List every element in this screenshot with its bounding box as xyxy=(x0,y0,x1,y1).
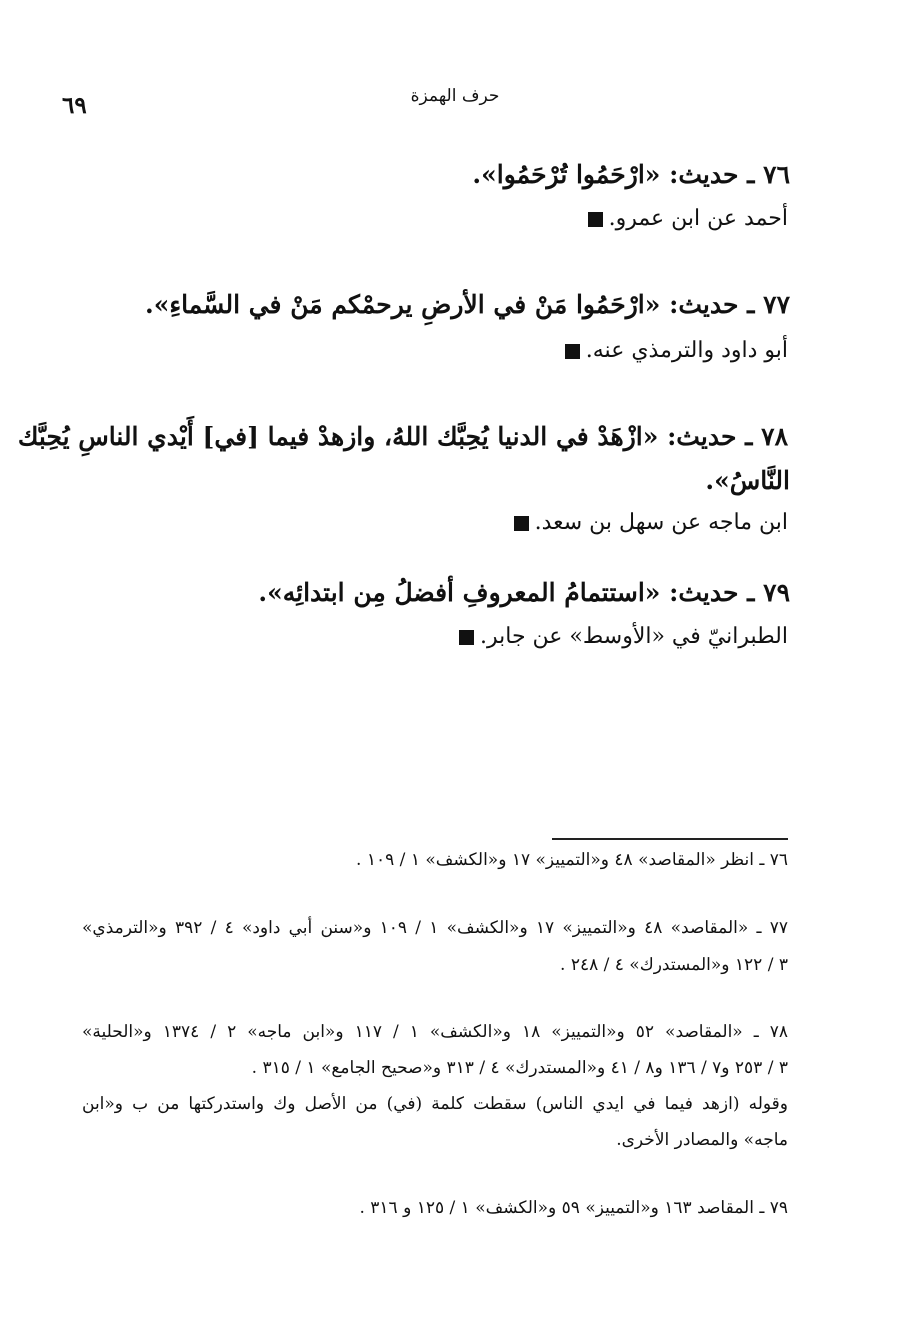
hadith-78-text-line2: النَّاسُ». xyxy=(705,466,790,495)
hadith-77-text: ٧٧ ـ حديث: «ارْحَمُوا مَنْ في الأرضِ يرحمْكم مَنْ في السَّماءِ». xyxy=(145,290,790,319)
end-square-icon xyxy=(588,212,603,227)
hadith-76-source-text: أحمد عن ابن عمرو. xyxy=(608,206,788,231)
end-square-icon xyxy=(514,516,529,531)
footnote-78-line4: ماجه» والمصادر الأخرى. xyxy=(616,1130,788,1150)
end-square-icon xyxy=(459,630,474,645)
footnote-77-line1: ٧٧ ـ «المقاصد» ٤٨ و«التمييز» ١٧ و«الكشف» ١ / ١٠٩ و«سنن أبي داود» ٤ / ٣٩٢ و«الترمذي» xyxy=(82,918,788,938)
hadith-78-source xyxy=(514,510,788,535)
hadith-78-text-line1: ٧٨ ـ حديث: «ازْهَدْ في الدنيا يُحِبَّك اللهُ، وازهدْ فيما [في] أَيْدي الناسِ يُحِبَّك xyxy=(17,422,788,451)
footnote-78-line2: ٣ / ٢٥٣ و٧ / ١٣٦ و٨ / ٤١ و«المستدرك» ٤ / ٣١٣ و«صحيح الجامع» ١ / ٣١٥ . xyxy=(251,1058,788,1078)
hadith-79-source-text: الطبرانيّ في «الأوسط» عن جابر. xyxy=(480,624,788,649)
page-number: ٦٩ xyxy=(62,92,87,119)
hadith-79-source xyxy=(459,624,788,649)
footnote-78-line3: وقوله (ازهد فيما في ايدي الناس) سقطت كلمة (في) من الأصل وك واستدركتها من ب و«ابن xyxy=(82,1094,788,1114)
hadith-79-text: ٧٩ ـ حديث: «استتمامُ المعروفِ أفضلُ مِن ابتدائِه». xyxy=(258,578,790,607)
footnote-76: ٧٦ ـ انظر «المقاصد» ٤٨ و«التمييز» ١٧ و«الكشف» ١ / ١٠٩ . xyxy=(356,850,788,870)
hadith-77-source-text: أبو داود والترمذي عنه. xyxy=(585,338,788,363)
hadith-76-source xyxy=(588,206,788,231)
hadith-76-text: ٧٦ ـ حديث: «ارْحَمُوا تُرْحَمُوا». xyxy=(472,160,790,189)
hadith-77-source xyxy=(565,338,788,363)
footnote-78-line1: ٧٨ ـ «المقاصد» ٥٢ و«التمييز» ١٨ و«الكشف» ١ / ١١٧ و«ابن ماجه» ٢ / ١٣٧٤ و«الحلية» xyxy=(82,1022,788,1042)
running-header-title: حرف الهمزة xyxy=(410,86,500,106)
hadith-78-source-text: ابن ماجه عن سهل بن سعد. xyxy=(534,510,788,535)
footnote-77-line2: ٣ / ١٢٢ و«المستدرك» ٤ / ٢٤٨ . xyxy=(560,955,788,975)
footnote-79: ٧٩ ـ المقاصد ١٦٣ و«التمييز» ٥٩ و«الكشف» ١ / ١٢٥ و ٣١٦ . xyxy=(359,1198,788,1218)
footnote-separator xyxy=(552,838,788,840)
end-square-icon xyxy=(565,344,580,359)
